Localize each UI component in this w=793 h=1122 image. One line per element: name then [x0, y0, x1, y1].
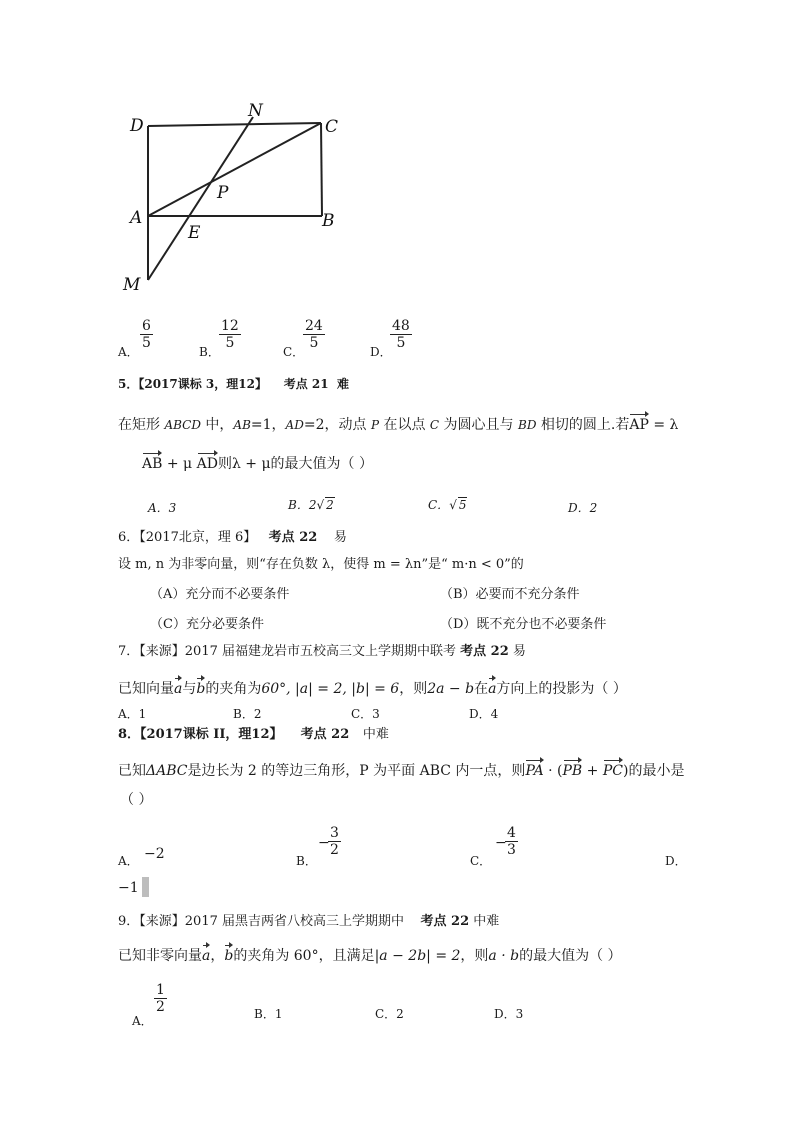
q6-option-d: （D）既不充分也不必要条件	[440, 617, 607, 632]
edge-dc	[148, 123, 321, 126]
label-m: M	[123, 275, 141, 295]
q4-option-c-fraction: 24 5	[305, 318, 323, 351]
q9-option-b: B．1	[254, 1007, 283, 1021]
q7-option-c: C．3	[351, 707, 380, 721]
q5-stem-line2: AB + μ AD则λ + μ的最大值为（ ）	[142, 456, 373, 472]
q9-option-c: C．2	[375, 1007, 404, 1021]
q5-stem-line1: 在矩形 ABCD 中，AB=1，AD=2，动点 P 在以点 C 为圆心且与 BD 相切的圆上.若AP = λ	[118, 417, 679, 433]
vector-ap: AP	[629, 417, 649, 433]
label-p: P	[217, 183, 229, 203]
geometry-figure	[110, 95, 360, 300]
q6-header: 6．【2017北京，理 6】 考点 22 易	[118, 530, 347, 545]
q7-option-d: D．4	[469, 707, 499, 721]
q8-option-a-value: −2	[144, 846, 165, 862]
q8-option-c-minus: −	[495, 835, 507, 851]
q6-option-a: （A）充分而不必要条件	[150, 587, 290, 602]
q6-stem: 设 m, n 为非零向量，则“存在负数 λ，使得 m = λn”是“ m·n < 0”的	[118, 557, 524, 572]
q8-option-c-letter: C．	[470, 854, 492, 868]
q5-option-d: D．2	[568, 501, 598, 515]
vector-ad: AD	[196, 456, 218, 472]
q8-option-b-minus: −	[318, 835, 330, 851]
q5-option-c: C．√ 5	[428, 498, 467, 512]
label-c: C	[325, 117, 339, 137]
q8-option-b-letter: B．	[296, 854, 317, 868]
q4-option-c-letter: C．	[283, 345, 305, 359]
q8-option-c-fraction: 4 3	[507, 825, 516, 858]
q8-option-d-value: −1	[118, 880, 139, 896]
q4-option-a-letter: A．	[118, 345, 139, 359]
diagonal-ac	[148, 123, 321, 216]
line-nm	[148, 117, 253, 280]
q8-option-b-fraction: 3 2	[330, 825, 339, 858]
q9-option-a-fraction: 1 2	[156, 982, 165, 1015]
q8-answer-paren: （ ）	[120, 792, 153, 808]
q4-option-d-letter: D．	[370, 345, 392, 359]
q8-option-a-letter: A．	[118, 854, 139, 868]
q8-option-d-letter: D．	[665, 854, 687, 868]
q8-header: 8．【2017课标 II，理12】 考点 22 中难	[118, 727, 389, 742]
q4-option-b-letter: B．	[199, 345, 220, 359]
q7-stem: 已知向量a与b的夹角为60°, |a| = 2, |b| = 6，则2a − b在a方向上的投影为（ ）	[118, 681, 627, 697]
q7-header: 7．【来源】2017 届福建龙岩市五校高三文上学期期中联考 考点 22 易	[118, 644, 526, 659]
edge-cb	[321, 123, 322, 216]
q7-option-a: A．1	[118, 707, 147, 721]
q6-option-c: （C）充分必要条件	[150, 617, 264, 632]
label-n: N	[248, 101, 263, 121]
q9-header: 9．【来源】2017 届黑吉两省八校高三上学期期中 考点 22 中难	[118, 914, 500, 929]
q4-option-b-fraction: 12 5	[221, 318, 239, 351]
label-a: A	[130, 208, 143, 228]
q9-option-a-letter: A．	[132, 1014, 153, 1028]
q9-option-d: D．3	[494, 1007, 524, 1021]
q4-option-d-fraction: 48 5	[392, 318, 410, 351]
vector-ab: AB	[142, 456, 163, 472]
q5-option-a: A．3	[148, 501, 177, 515]
q5-header: 5．【2017课标 3，理12】 考点 21 难	[118, 377, 349, 391]
q7-option-b: B．2	[233, 707, 262, 721]
label-b: B	[322, 211, 335, 231]
label-d: D	[130, 116, 144, 136]
q4-option-a-fraction: 6 5	[142, 318, 151, 351]
q6-option-b: （B）必要而不充分条件	[440, 587, 580, 602]
q9-stem: 已知非零向量a，b的夹角为 60°，且满足|a − 2b| = 2，则a · b的最大值为（ ）	[118, 948, 622, 964]
label-e: E	[188, 223, 201, 243]
q5-option-b: B．2√ 2	[288, 498, 334, 512]
text-cursor-marker	[142, 877, 149, 897]
q8-stem: 已知ΔABC是边长为 2 的等边三角形，P 为平面 ABC 内一点，则PA · (PB + PC)的最小是	[118, 763, 685, 779]
